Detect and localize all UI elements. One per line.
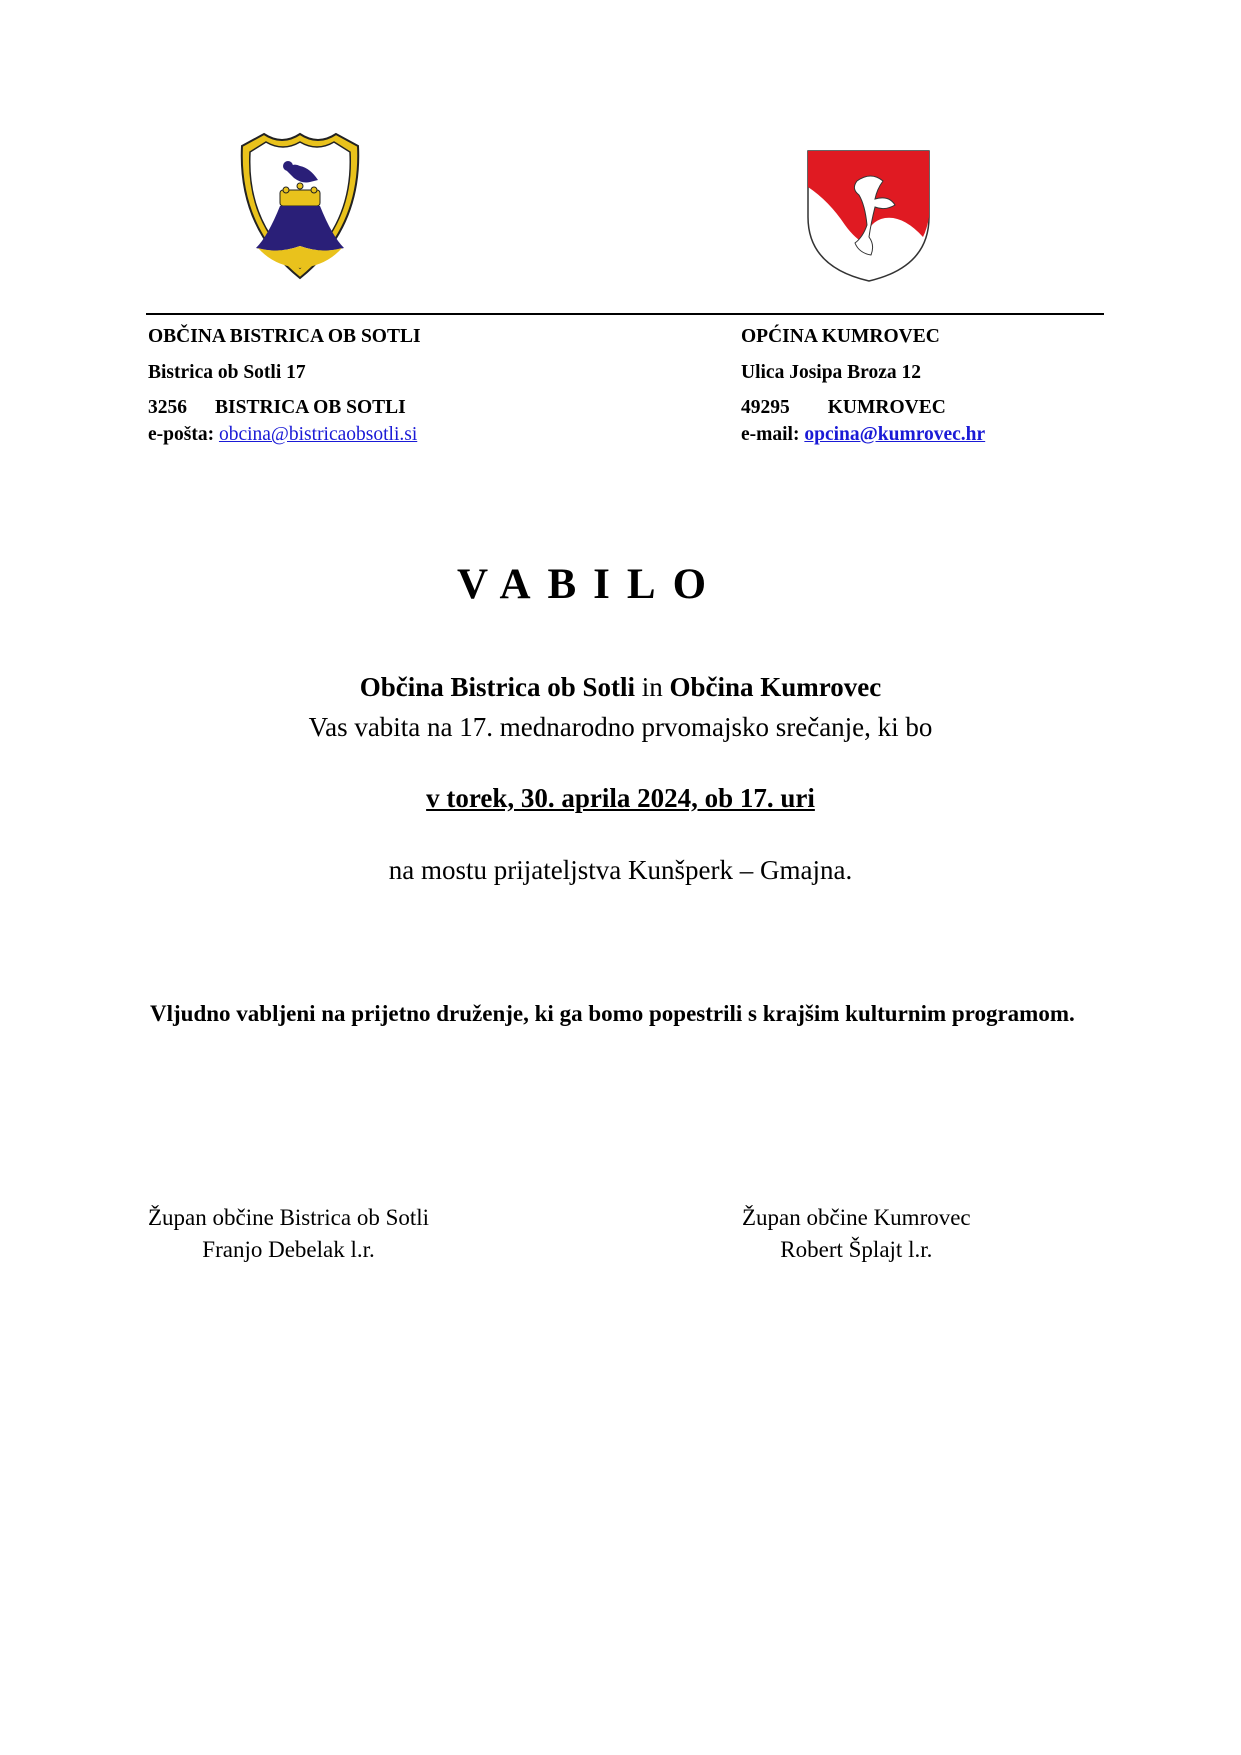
bistrica-coat-of-arms	[236, 128, 364, 283]
right-signature	[742, 1202, 971, 1266]
right-signature-name: Robert Šplajt l.r.	[780, 1237, 933, 1262]
closing-paragraph: Vljudno vabljeni na prijetno druženje, ki ga bomo popestrili s krajšim kulturnim programom.	[150, 1001, 1075, 1026]
left-email-link[interactable]: obcina@bistricaobsotli.si	[218, 424, 418, 445]
right-municipality-street: Ulica Josipa Broza 12	[741, 362, 922, 383]
right-postcode: 49295	[741, 397, 790, 418]
right-email-line	[741, 425, 985, 445]
invitation-line: Vas vabita na 17. mednarodno prvomajsko srečanje, ki bo	[308, 712, 933, 742]
invitation-hosts	[0, 672, 1241, 703]
left-municipality-street: Bistrica ob Sotli 17	[148, 362, 306, 383]
host-conjunction: in	[641, 672, 663, 702]
left-signature-name: Franjo Debelak l.r.	[202, 1237, 375, 1262]
left-signature-title: Župan občine Bistrica ob Sotli	[148, 1205, 430, 1230]
left-email-label: e-pošta:	[148, 424, 215, 445]
right-email-link[interactable]: opcina@kumrovec.hr	[804, 424, 986, 445]
event-date: v torek, 30. aprila 2024, ob 17. uri	[426, 783, 815, 813]
right-email-label: e-mail:	[741, 424, 800, 445]
host-two: Občina Kumrovec	[669, 672, 882, 702]
left-signature	[148, 1202, 429, 1266]
event-location: na mostu prijateljstva Kunšperk – Gmajna.	[388, 855, 853, 885]
left-email-line	[148, 425, 417, 445]
document-title: VABILO	[456, 561, 724, 608]
right-signature-title: Župan občine Kumrovec	[742, 1205, 971, 1230]
right-municipality-city-line	[741, 398, 946, 418]
right-municipality-name: OPĆINA KUMROVEC	[741, 326, 940, 347]
right-city: KUMROVEC	[827, 397, 946, 418]
left-municipality-city-line	[148, 398, 406, 418]
left-city: BISTRICA OB SOTLI	[215, 397, 406, 418]
kumrovec-coat-of-arms	[805, 149, 932, 283]
left-postcode: 3256	[148, 397, 187, 418]
header-divider	[146, 313, 1104, 315]
left-municipality-name: OBČINA BISTRICA OB SOTLI	[148, 326, 421, 347]
host-one: Občina Bistrica ob Sotli	[359, 672, 635, 702]
